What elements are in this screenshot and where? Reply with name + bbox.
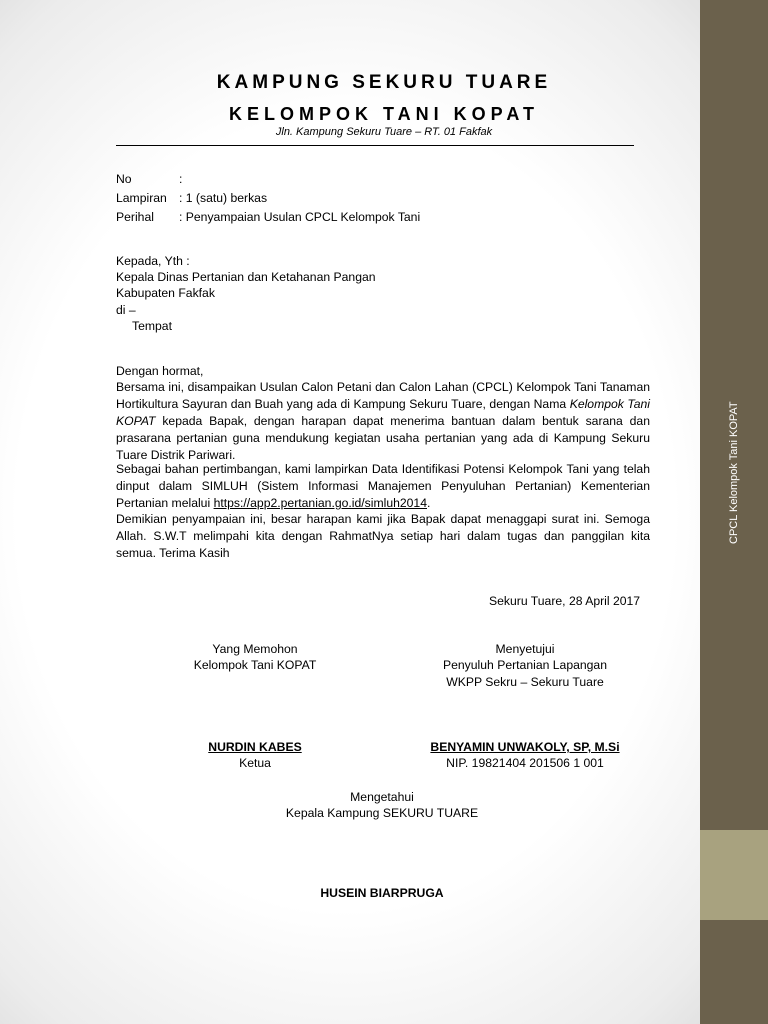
recipient-greeting: Kepada, Yth : — [116, 254, 190, 268]
letterhead-divider — [116, 145, 634, 146]
paragraph-1 — [116, 379, 650, 464]
paragraph-3: Demikian penyampaian ini, besar harapan kami jika Bapak dapat menaggapi surat ini. Semoga Allah. S.W.T melimpahi kita dengan RahmatNya setiap hari dalam tugas dan panggilan kita semua. Terima Kasih — [116, 512, 650, 560]
meta-value-perihal: : Penyampaian Usulan CPCL Kelompok Tani — [179, 210, 421, 224]
recipient-line-1: Kepala Dinas Pertanian dan Ketahanan Pangan — [116, 270, 376, 284]
meta-key-lampiran: Lampiran — [116, 191, 167, 205]
sign-right-nip: NIP. 19821404 201506 1 001 — [446, 756, 604, 770]
recipient-line-3: di – — [116, 303, 136, 317]
sign-left-name-text: NURDIN KABES — [208, 740, 302, 754]
sign-right-name-text: BENYAMIN UNWAKOLY, SP, M.Si — [430, 740, 620, 754]
meta-key-perihal: Perihal — [116, 210, 154, 224]
letterhead-title: KAMPUNG SEKURU TUARE — [216, 72, 552, 93]
meta-key-no: No — [116, 172, 132, 186]
sign-bottom-name: HUSEIN BIARPRUGA — [320, 886, 444, 900]
recipient-line-4: Tempat — [132, 319, 172, 333]
recipient-line-2: Kabupaten Fakfak — [116, 286, 215, 300]
sign-bottom-line-1: Mengetahui — [350, 790, 414, 804]
sign-right-line-3: WKPP Sekru – Sekuru Tuare — [446, 675, 604, 689]
sign-left-line-1: Yang Memohon — [212, 642, 298, 656]
letterhead-address: Jln. Kampung Sekuru Tuare – RT. 01 Fakfak — [275, 126, 493, 138]
place-date: Sekuru Tuare, 28 April 2017 — [489, 594, 641, 608]
sign-right-name — [400, 739, 650, 756]
salutation: Dengan hormat, — [116, 364, 204, 378]
simluh-link[interactable]: https://app2.pertanian.go.id/simluh2014 — [213, 496, 427, 510]
paragraph-2 — [116, 461, 650, 512]
paragraph-1-b: kepada Bapak, dengan harapan dapat menerima bantuan dalam bentuk sarana dan prasarana pertanian guna mendukung kegiatan usaha pertanian yang ada di Kampung Sekuru Tuare Distrik Pariwari. — [116, 414, 650, 462]
meta-value-lampiran: : 1 (satu) berkas — [179, 191, 268, 205]
sign-left-name — [150, 739, 360, 756]
letterhead-subtitle: KELOMPOK TANI KOPAT — [229, 104, 539, 124]
meta-value-no: : — [179, 172, 183, 186]
paragraph-2-b: . — [427, 496, 431, 510]
sign-left-line-2: Kelompok Tani KOPAT — [193, 658, 317, 672]
sign-bottom-line-2: Kepala Kampung SEKURU TUARE — [285, 806, 479, 820]
paragraph-2-a: Sebagai bahan pertimbangan, kami lampirkan Data Identifikasi Potensi Kelompok Tani yang telah dinput dalam SIMLUH (Sistem Informasi Manajemen Penyuluhan Pertanian) Kementerian Pertanian melalui — [116, 462, 650, 510]
sign-right-line-1: Menyetujui — [495, 642, 555, 656]
sign-left-role: Ketua — [239, 756, 271, 770]
sign-right-line-2: Penyuluh Pertanian Lapangan — [443, 658, 607, 672]
paragraph-1-a: Bersama ini, disampaikan Usulan Calon Petani dan Calon Lahan (CPCL) Kelompok Tani Tanaman Hortikultura Sayuran dan Buah yang ada di Kampung Sekuru Tuare, dengan Nama — [116, 380, 650, 411]
sidebar: CPCL Kelompok Tani KOPAT — [700, 0, 768, 1024]
group-name-emphasis: Kelompok Tani KOPAT — [116, 397, 651, 428]
